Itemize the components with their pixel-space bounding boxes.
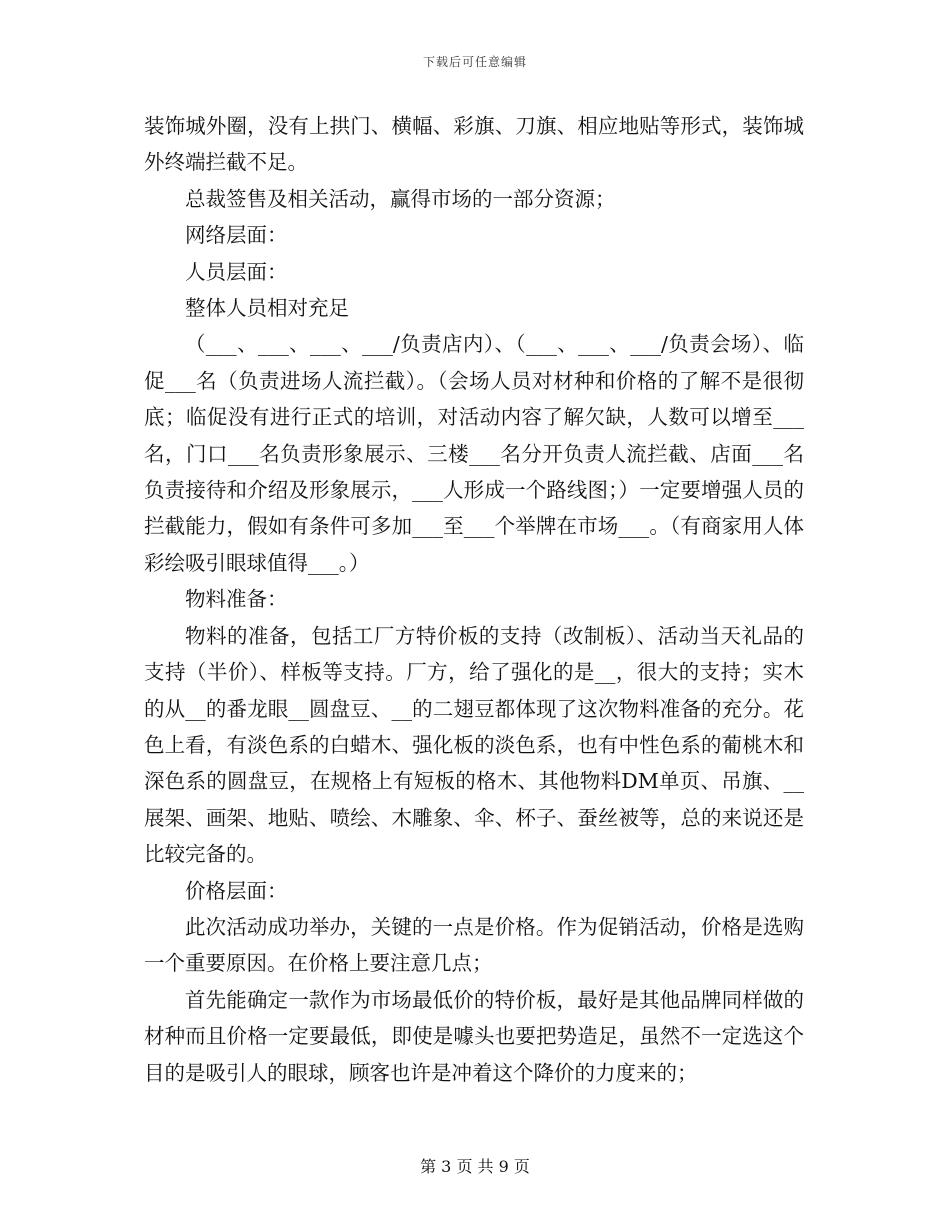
page-footer: 第 3 页 共 9 页 bbox=[420, 1157, 530, 1176]
paragraph-7: 物料准备： bbox=[185, 587, 288, 612]
paragraph-1: 装饰城外圈，没有上拱门、横幅、彩旗、刀旗、相应地贴等形式，装饰城外终端拦截不足。 bbox=[144, 114, 804, 175]
paragraph-4: 人员层面： bbox=[185, 259, 288, 284]
paragraph-9: 价格层面： bbox=[185, 878, 288, 903]
paragraph-10: 此次活动成功举办，关键的一点是价格。作为促销活动，价格是选购一个重要原因。在价格上要注意几点； bbox=[144, 914, 804, 976]
paragraph-11: 首先能确定一款作为市场最低价的特价板，最好是其他品牌同样做的材种而且价格一定要最低，即使是噱头也要把势造足，虽然不一定选这个目的是吸引人的眼球，顾客也许是冲着这个降价的力度来的； bbox=[144, 987, 804, 1085]
paragraph-2: 总裁签售及相关活动，赢得市场的一部分资源； bbox=[185, 186, 616, 211]
paragraph-3: 网络层面： bbox=[185, 223, 288, 248]
paragraph-6: （___、___、___、___/负责店内）、（___、___、___/负责会场）、临促___名（负责进场人流拦截）。（会场人员对材种和价格的了解不是很彻底；临促没有进行正式的培训，对活动内容了解欠缺，人数可以增至___名，门口___名负责形象展示、三楼___名分开负责人流拦截、店面___名负责接待和介绍及形象展示，___人形成一个路线图；）一定要增强人员的拦截能力，假如有条件可多加___至___个举牌在市场___。（有商家用人体彩绘吸引眼球值得___。） bbox=[144, 332, 804, 575]
page-header: 下载后可任意编辑 bbox=[422, 55, 527, 69]
paragraph-8: 物料的准备，包括工厂方特价板的支持（改制板）、活动当天礼品的支持（半价）、样板等支持。厂方，给了强化的是__，很大的支持；实木的从__的番龙眼__圆盘豆、__的二翅豆都体现了这次物料准备的充分。花色上看，有淡色系的白蜡木、强化板的淡色系，也有中性色系的葡桃木和深色系的圆盘豆，在规格上有短板的格木、其他物料DM单页、吊旗、__展架、画架、地贴、喷绘、木雕象、伞、杯子、蚕丝被等，总的来说还是比较完备的。 bbox=[144, 623, 804, 867]
document-body bbox=[144, 108, 804, 1091]
paragraph-5: 整体人员相对充足 bbox=[185, 296, 349, 321]
